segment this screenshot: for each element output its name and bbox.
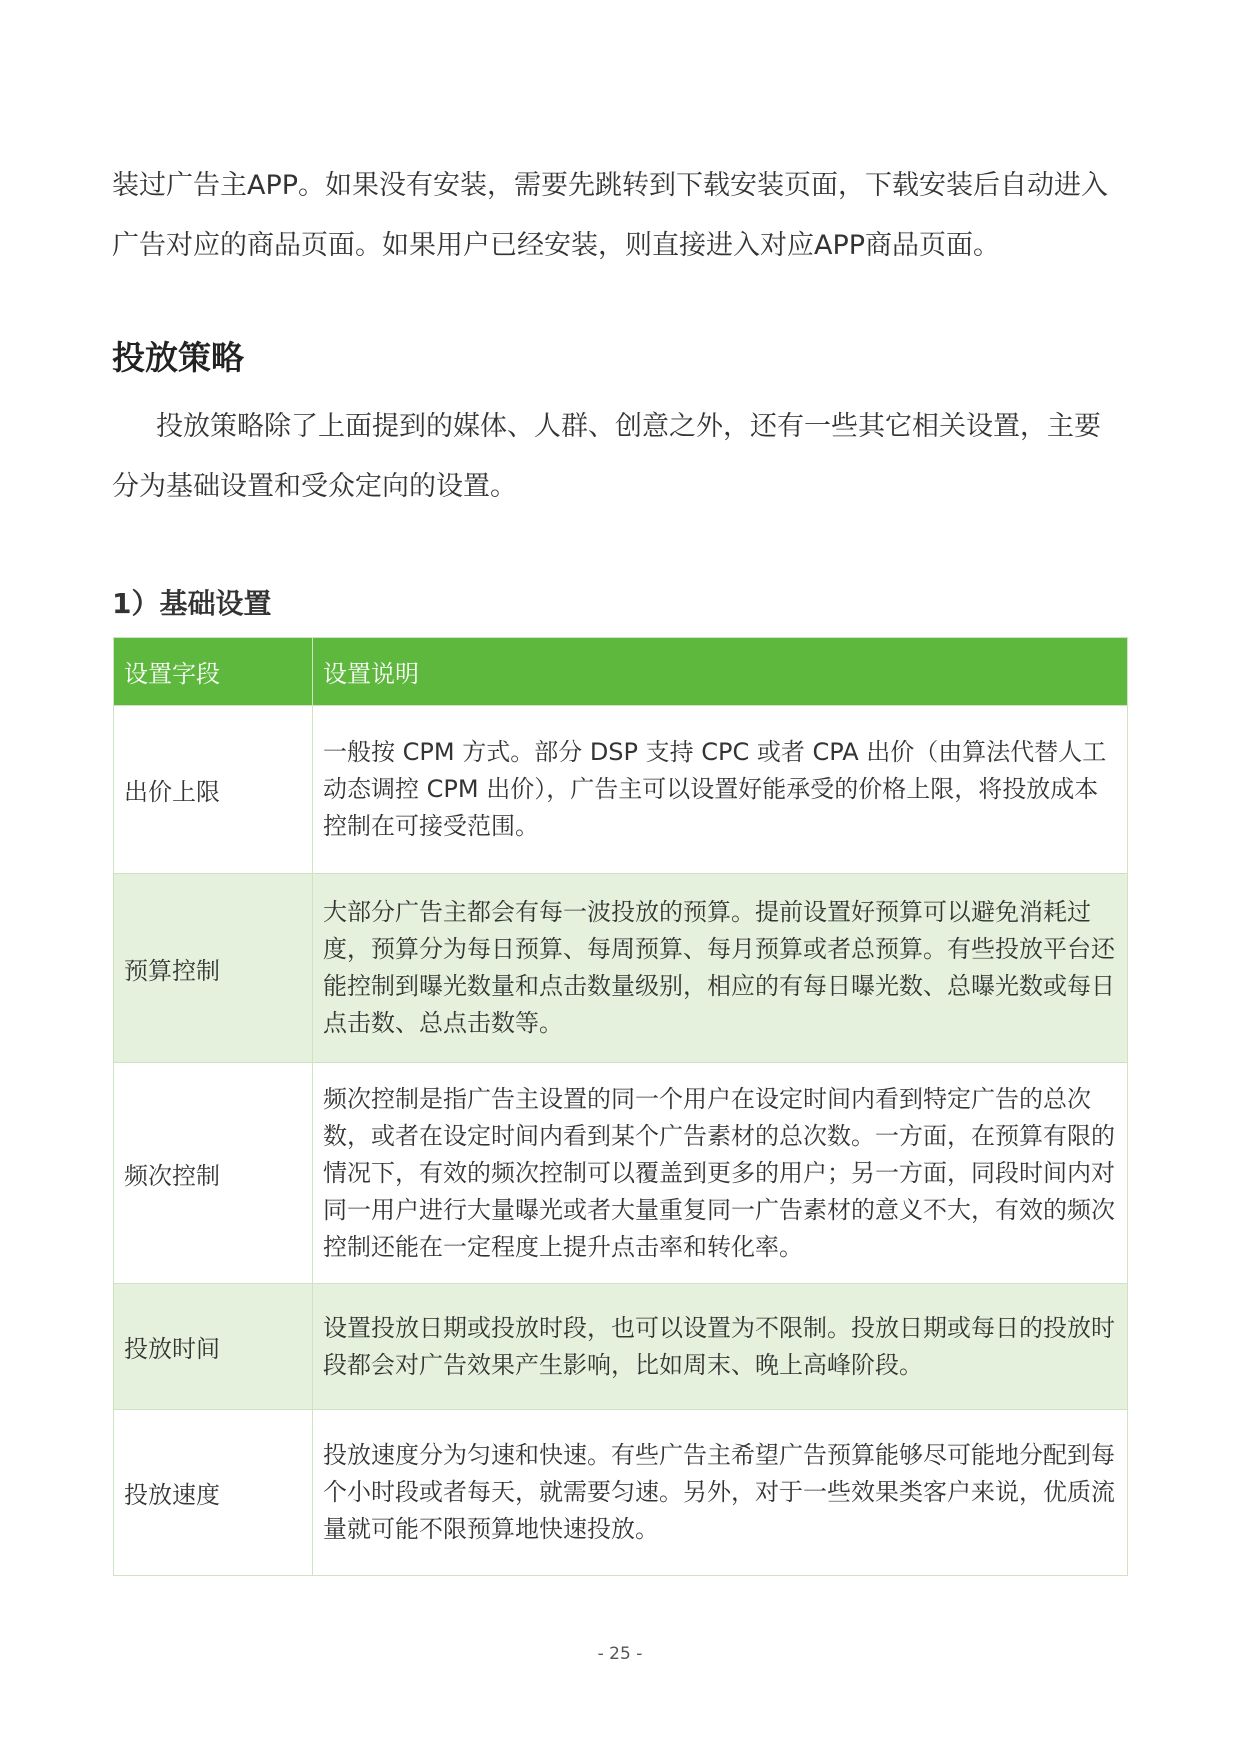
table-header-row xyxy=(114,638,1128,706)
intro-line-1: 装过广告主APP。如果没有安装，需要先跳转到下载安装页面，下载安装后自动进入 xyxy=(112,170,1109,201)
table-row xyxy=(114,1284,1128,1410)
row-description: 大部分广告主都会有每一波投放的预算。提前设置好预算可以避免消耗过度，预算分为每日预算、每周预算、每月预算或者总预算。有些投放平台还能控制到曝光数量和点击数量级别，相应的有每日曝光数、总曝光数或每日点击数、总点击数等。 xyxy=(313,874,1128,1063)
row-field: 出价上限 xyxy=(114,706,313,874)
table-row xyxy=(114,706,1128,874)
row-description: 设置投放日期或投放时段，也可以设置为不限制。投放日期或每日的投放时段都会对广告效果产生影响，比如周末、晚上高峰阶段。 xyxy=(313,1284,1128,1410)
subsection-title: 1）基础设置 xyxy=(112,587,272,620)
row-description: 频次控制是指广告主设置的同一个用户在设定时间内看到特定广告的总次数，或者在设定时间内看到某个广告素材的总次数。一方面，在预算有限的情况下，有效的频次控制可以覆盖到更多的用户；另一方面，同段时间内对同一用户进行大量曝光或者大量重复同一广告素材的意义不大，有效的频次控制还能在一定程度上提升点击率和转化率。 xyxy=(313,1063,1128,1284)
table-row xyxy=(114,874,1128,1063)
page-number: - 25 - xyxy=(597,1644,643,1664)
table-row xyxy=(114,1410,1128,1576)
section-paragraph: 投放策略除了上面提到的媒体、人群、创意之外，还有一些其它相关设置，主要分为基础设置和受众定向的设置。 xyxy=(112,411,1101,502)
row-field: 投放时间 xyxy=(114,1284,313,1410)
row-field: 预算控制 xyxy=(114,874,313,1063)
table-row xyxy=(114,1063,1128,1284)
row-description: 投放速度分为匀速和快速。有些广告主希望广告预算能够尽可能地分配到每个小时段或者每天，就需要匀速。另外，对于一些效果类客户来说，优质流量就可能不限预算地快速投放。 xyxy=(313,1410,1128,1576)
row-description: 一般按 CPM 方式。部分 DSP 支持 CPC 或者 CPA 出价（由算法代替人工动态调控 CPM 出价），广告主可以设置好能承受的价格上限，将投放成本控制在可接受范围。 xyxy=(313,706,1128,874)
row-field: 频次控制 xyxy=(114,1063,313,1284)
header-field: 设置字段 xyxy=(114,638,313,706)
section-title: 投放策略 xyxy=(112,338,244,377)
row-field: 投放速度 xyxy=(114,1410,313,1576)
intro-line-2: 广告对应的商品页面。如果用户已经安装，则直接进入对应APP商品页面。 xyxy=(112,230,1001,261)
settings-table xyxy=(113,637,1128,1576)
header-description: 设置说明 xyxy=(313,638,1128,706)
